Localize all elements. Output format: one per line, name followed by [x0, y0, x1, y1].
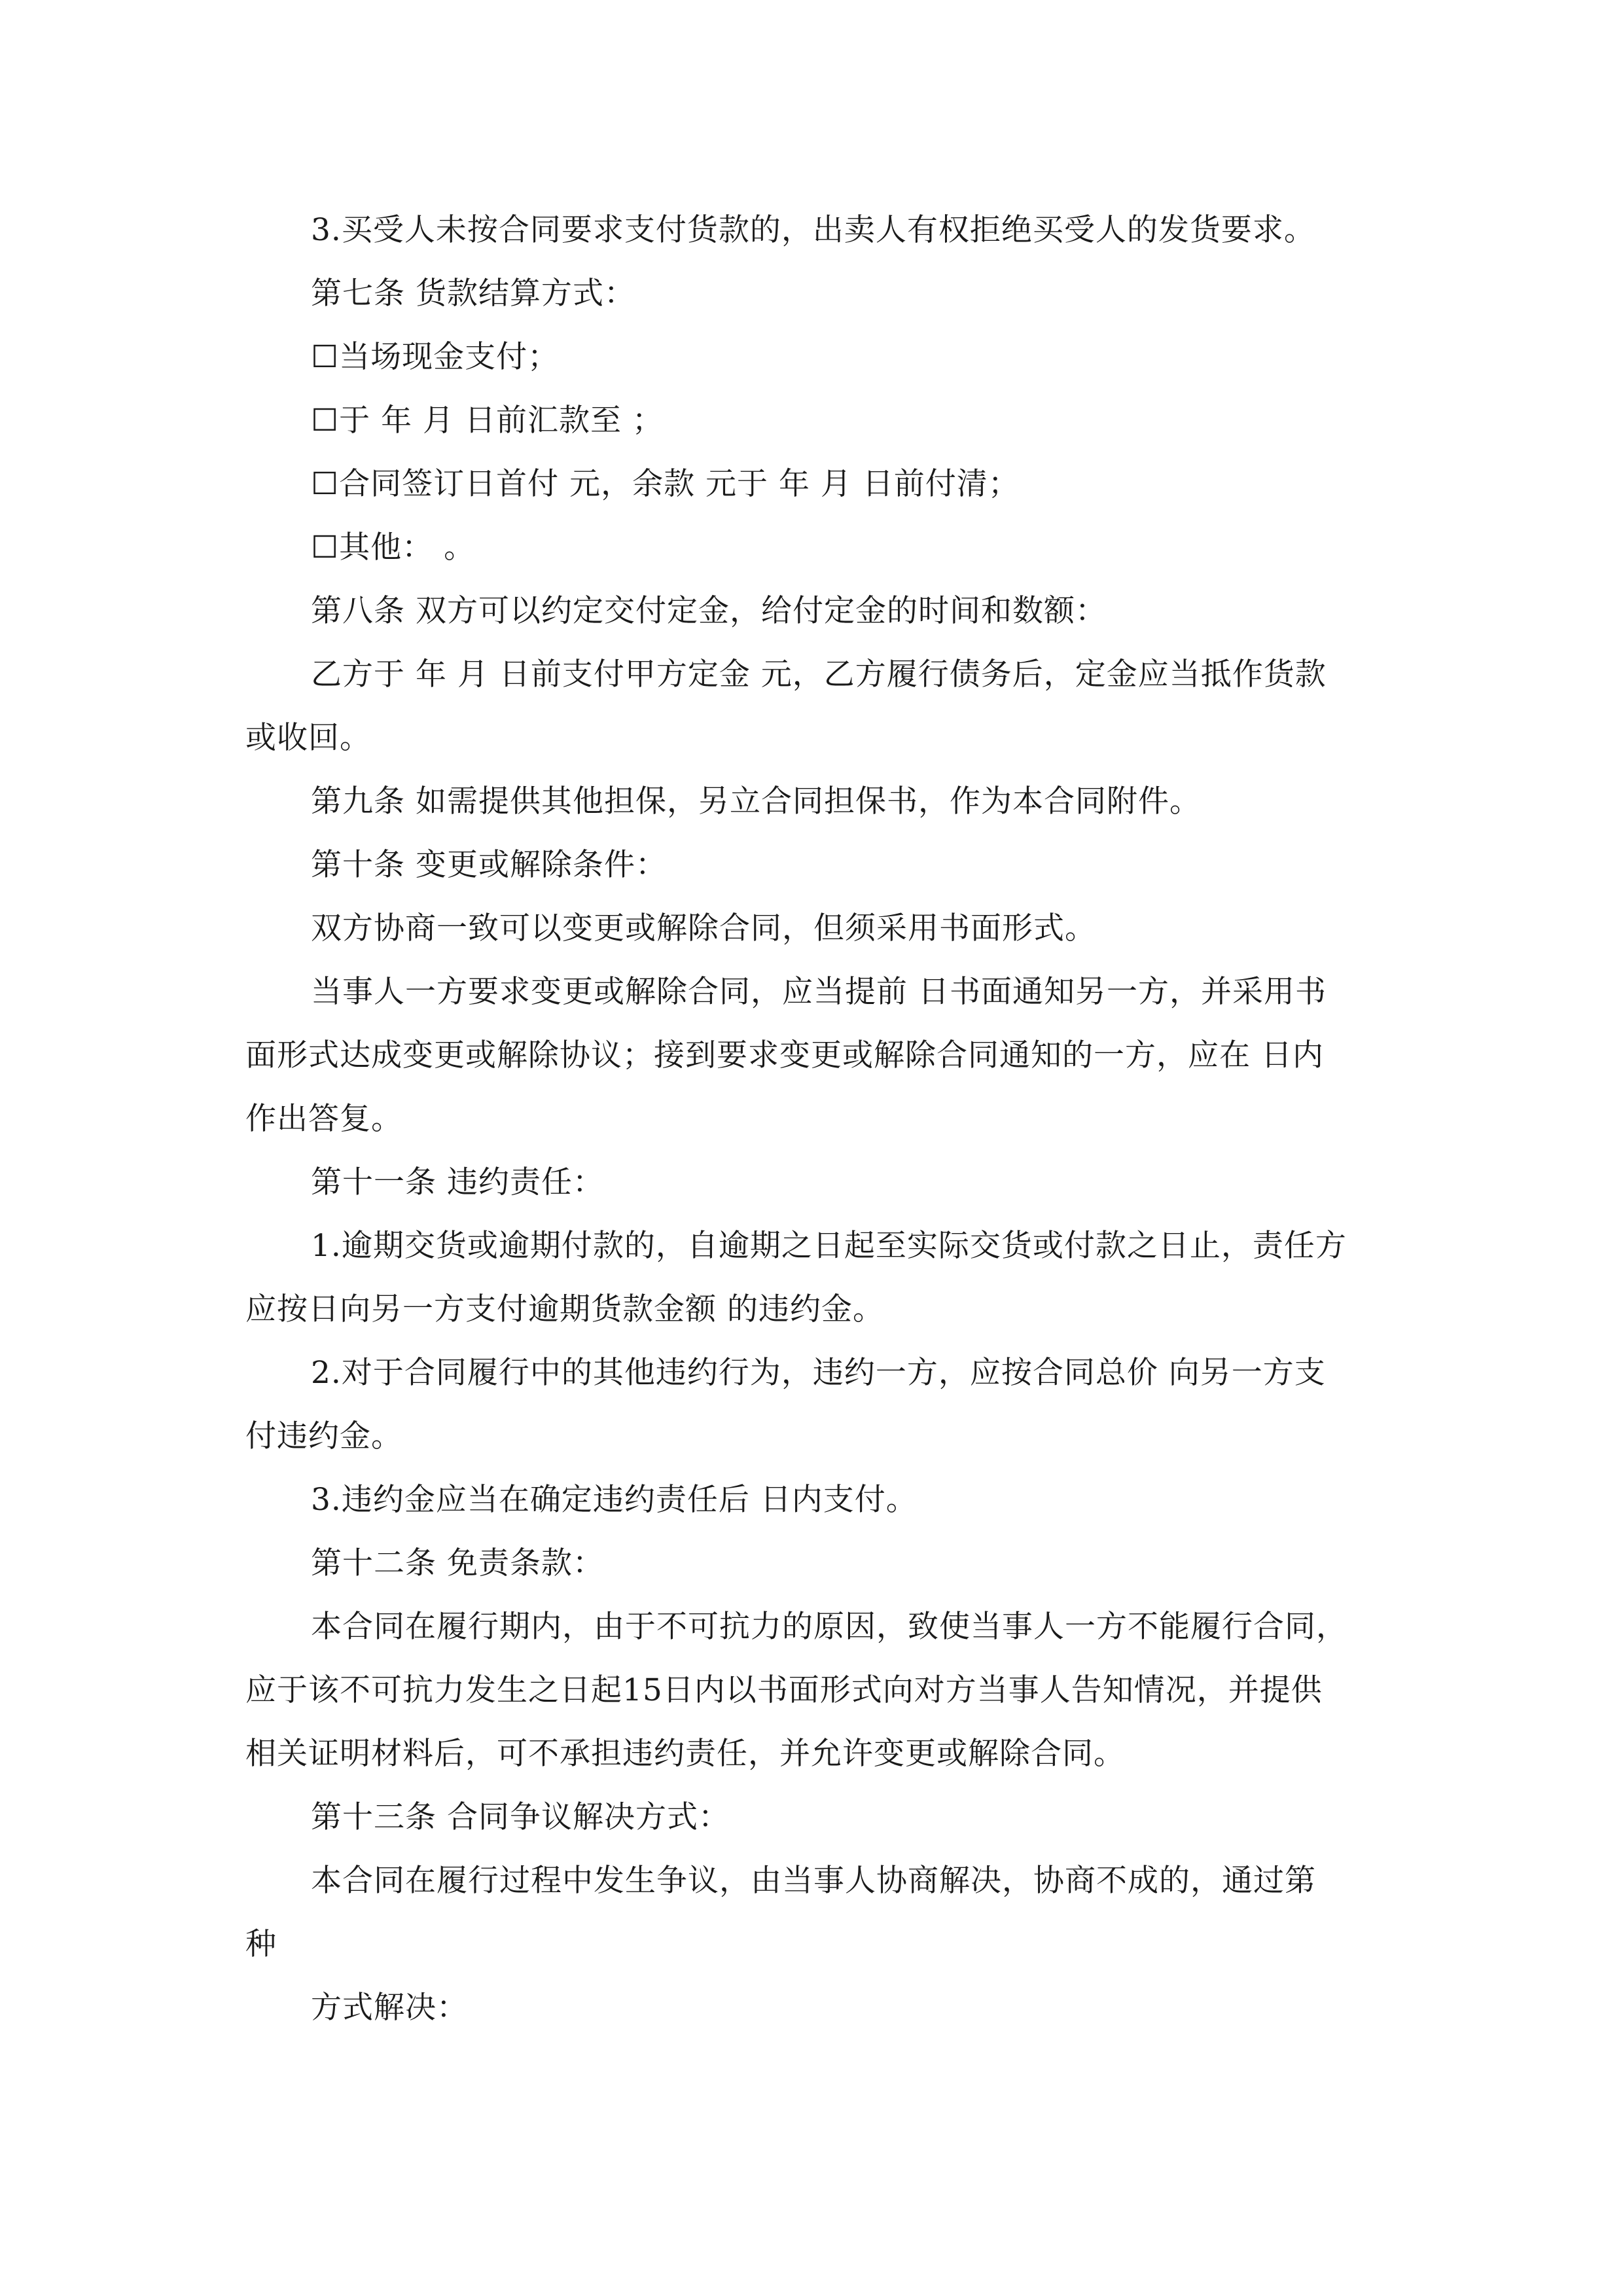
- clause-9-text: 第九条 如需提供其他担保，另立合同担保书，作为本合同附件。: [311, 783, 1201, 819]
- clause-8-heading: 第八条 双方可以约定交付定金，给付定金的时间和数额：: [311, 593, 1107, 629]
- clause-13-heading: 第十三条 合同争议解决方式：: [311, 1799, 730, 1835]
- clause-11-item-1-line-2: 应按日向另一方支付逾期货款金额 的违约金。: [245, 1291, 884, 1327]
- clause-10-text-2-line-2: 面形式达成变更或解除协议；接到要求变更或解除合同通知的一方，应在 日内: [245, 1037, 1324, 1073]
- payment-option-remittance: ☐于 年 月 日前汇款至 ；: [311, 403, 664, 439]
- clause-12-text-line-2: 应于该不可抗力发生之日起15日内以书面形式向对方当事人告知情况，并提供: [245, 1672, 1323, 1708]
- payment-option-installment: ☐合同签订日首付 元，余款 元于 年 月 日前付清；: [311, 466, 1020, 502]
- clause-6-item-3: 3.买受人未按合同要求支付货款的，出卖人有权拒绝买受人的发货要求。: [311, 212, 1315, 248]
- clause-8-text-line-1: 乙方于 年 月 日前支付甲方定金 元，乙方履行债务后，定金应当抵作货款: [311, 656, 1327, 692]
- clause-11-item-1-line-1: 1.逾期交货或逾期付款的，自逾期之日起至实际交货或付款之日止，责任方: [311, 1228, 1347, 1264]
- payment-option-cash: ☐当场现金支付；: [311, 339, 560, 375]
- clause-10-text-2-line-3: 作出答复。: [245, 1101, 402, 1137]
- clause-13-text-line-2: 种: [245, 1926, 277, 1962]
- clause-7-heading: 第七条 货款结算方式：: [311, 276, 635, 312]
- payment-option-other: ☐其他： 。: [311, 529, 476, 565]
- clause-10-text-1: 双方协商一致可以变更或解除合同，但须采用书面形式。: [311, 910, 1096, 946]
- clause-10-heading: 第十条 变更或解除条件：: [311, 847, 667, 883]
- clause-13-text-line-1: 本合同在履行过程中发生争议，由当事人协商解决，协商不成的，通过第: [311, 1863, 1316, 1899]
- clause-11-item-3: 3.违约金应当在确定违约责任后 日内支付。: [311, 1482, 918, 1518]
- clause-12-text-line-1: 本合同在履行期内，由于不可抗力的原因，致使当事人一方不能履行合同，: [311, 1609, 1347, 1645]
- clause-12-text-line-3: 相关证明材料后，可不承担违约责任，并允许变更或解除合同。: [245, 1736, 1125, 1772]
- clause-13-text-line-3: 方式解决：: [311, 1990, 468, 2026]
- clause-11-item-2-line-1: 2.对于合同履行中的其他违约行为，违约一方，应按合同总价 向另一方支: [311, 1355, 1326, 1391]
- clause-11-item-2-line-2: 付违约金。: [245, 1418, 402, 1454]
- clause-12-heading: 第十二条 免责条款：: [311, 1545, 604, 1581]
- clause-8-text-line-2: 或收回。: [245, 720, 371, 756]
- clause-11-heading: 第十一条 违约责任：: [311, 1164, 604, 1200]
- clause-10-text-2-line-1: 当事人一方要求变更或解除合同，应当提前 日书面通知另一方，并采用书: [311, 974, 1327, 1010]
